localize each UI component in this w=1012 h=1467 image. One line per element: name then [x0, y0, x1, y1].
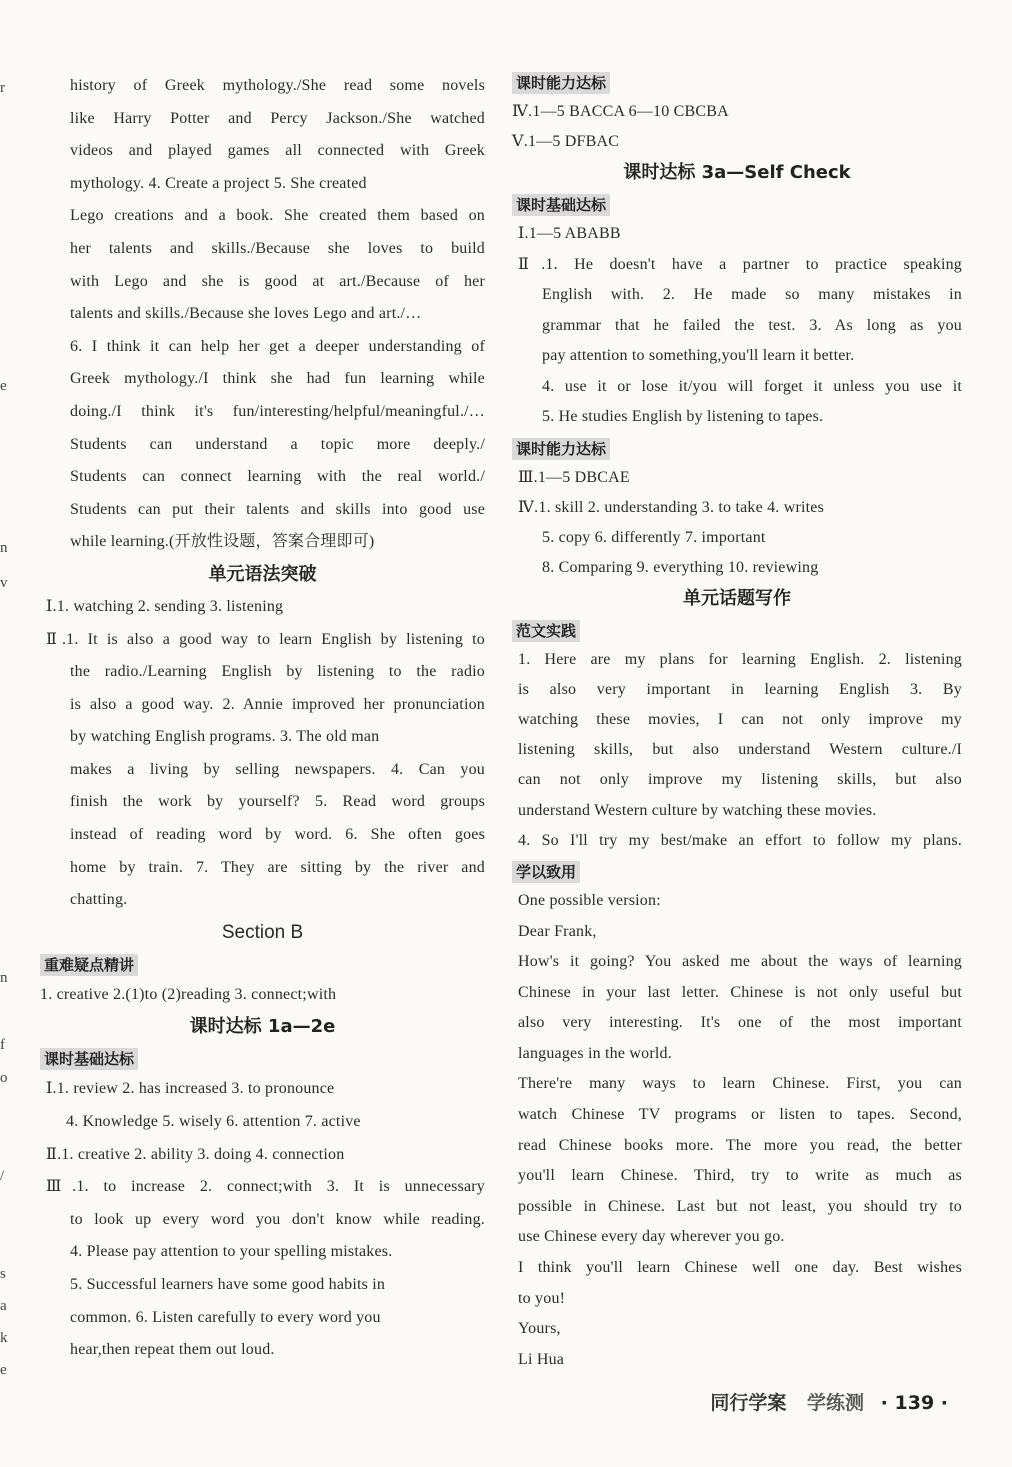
text-line: 1. creative 2.(1)to (2)reading 3. connect;with	[40, 985, 337, 1003]
text-line: home by train. 7. They are sitting by the river and	[70, 858, 485, 876]
letter-line: There're many ways to learn Chinese. First, you can	[518, 1075, 962, 1093]
answer-block-continued	[40, 70, 485, 559]
text-line: the radio./Learning English by listening to the radio	[70, 663, 485, 681]
page-number: · 139 ·	[880, 1392, 948, 1414]
text-line: Greek mythology./I think she had fun learning while	[70, 370, 485, 388]
text-line: 1. Here are my plans for learning English. 2. listening	[518, 650, 962, 668]
text-line: talents and skills./Because she loves Lego and art./…	[70, 305, 422, 323]
letter-line: watch Chinese TV programs or listen to tapes. Second,	[518, 1106, 962, 1124]
text-line: hear,then repeat them out loud.	[70, 1341, 275, 1359]
text-line: chatting.	[70, 891, 128, 909]
text-line: Students can understand a topic more deeply./	[70, 435, 485, 453]
tag-apply: 学以致用	[512, 861, 580, 883]
letter-line: read Chinese books more. The more you read, the better	[518, 1136, 962, 1154]
section-heading-b: Section B	[221, 921, 304, 943]
letter-line: you'll learn Chinese. Third, try to write as much as	[518, 1167, 962, 1185]
text-line: 5. copy 6. differently 7. important	[542, 528, 766, 546]
letter-line: use Chinese every day wherever you go.	[518, 1228, 785, 1246]
letter-line: One possible version:	[518, 891, 661, 909]
text-line: grammar that he failed the test. 3. As long as you	[542, 316, 962, 334]
text-line: understand Western culture by watching these movies.	[518, 801, 877, 819]
letter-line: also very interesting. It's one of the most important	[518, 1014, 962, 1032]
series-name: 学练测	[807, 1392, 865, 1414]
letter-line: to you!	[518, 1289, 566, 1307]
text-line: with Lego and she is good at art./Because of her	[70, 272, 485, 290]
text-line: history of Greek mythology./She read some novels	[70, 77, 485, 94]
letter-line: possible in Chinese. Last but not least, you should try to	[518, 1197, 962, 1215]
edge-char: k	[0, 1330, 8, 1346]
text-line: instead of reading word by word. 6. She often goes	[70, 826, 485, 844]
text-line: can not only improve my listening skills, but also	[518, 771, 962, 789]
left-column	[40, 70, 485, 1367]
lesson-heading-1a-2e: 课时达标 1a—2e	[189, 1016, 336, 1038]
text-line: is also very important in learning English 3. By	[518, 680, 962, 698]
text-line: Lego creations and a book. She created them based on	[70, 207, 485, 225]
right-column	[512, 70, 962, 1375]
text-line: Ⅱ.1. It is also a good way to learn English by listening to	[46, 630, 485, 648]
tag-basic: 课时基础达标	[40, 1048, 138, 1070]
left-edge-cropped-letters	[0, 0, 14, 1467]
text-line: watching these movies, I can not only improve my	[518, 710, 962, 728]
text-line: common. 6. Listen carefully to every word you	[70, 1308, 381, 1326]
text-line: Ⅳ.1—5 BACCA 6—10 CBCBA	[512, 103, 729, 120]
edge-char: f	[0, 1037, 5, 1053]
model-answers	[512, 645, 962, 856]
basic-answers	[40, 1073, 485, 1366]
text-line: like Harry Potter and Percy Jackson./She watched	[70, 109, 485, 127]
tag-ability: 课时能力达标	[512, 438, 610, 460]
text-line: her talents and skills./Because she loves to build	[70, 239, 485, 257]
edge-char: /	[0, 1168, 5, 1184]
text-line: finish the work by yourself? 5. Read word groups	[70, 793, 485, 811]
letter-line: Yours,	[518, 1320, 561, 1338]
letter-line: Chinese in your last letter. Chinese is not only useful but	[518, 983, 962, 1001]
page-footer	[710, 1388, 948, 1415]
letter-line: Li Hua	[518, 1350, 565, 1368]
text-line: Ⅳ.1. skill 2. understanding 3. to take 4. writes	[518, 498, 824, 516]
grammar-answers	[40, 591, 485, 917]
text-line: doing./I think it's fun/interesting/helpful/meaningful./…	[70, 402, 485, 420]
sample-letter	[512, 886, 962, 1376]
letter-line: How's it going? You asked me about the ways of learning	[518, 953, 962, 971]
text-line: 4. Please pay attention to your spelling mistakes.	[70, 1243, 393, 1261]
tag-ability: 课时能力达标	[512, 72, 610, 94]
text-line: by watching English programs. 3. The old man	[70, 728, 380, 746]
lesson-heading-3a-self-check: 课时达标 3a—Self Check	[623, 162, 851, 183]
edge-char: v	[0, 575, 8, 591]
section-heading-grammar: 单元语法突破	[208, 563, 317, 585]
text-line: Students can connect learning with the real world./	[70, 468, 485, 486]
text-line: 4. Knowledge 5. wisely 6. attention 7. active	[66, 1113, 361, 1131]
text-line: Ⅱ.1. creative 2. ability 3. doing 4. connection	[46, 1145, 345, 1163]
text-line: 8. Comparing 9. everything 10. reviewing	[542, 558, 819, 576]
text-line: to look up every word you don't know while reading.	[70, 1210, 485, 1228]
text-line: Ⅲ.1. to increase 2. connect;with 3. It is unnecessary	[46, 1178, 485, 1196]
edge-char: s	[0, 1266, 6, 1282]
text-line: Ⅴ.1—5 DFBAC	[512, 133, 620, 150]
text-line: Ⅱ.1. He doesn't have a partner to practice speaking	[518, 255, 962, 273]
edge-char: e	[0, 1362, 7, 1378]
tag-basic: 课时基础达标	[512, 194, 610, 216]
text-line: 4. So I'll try my best/make an effort to follow my plans.	[518, 831, 962, 849]
letter-line: languages in the world.	[518, 1044, 672, 1062]
edge-char: o	[0, 1070, 8, 1086]
letter-line: I think you'll learn Chinese well one day. Best wishes	[518, 1259, 962, 1277]
section-heading-writing: 单元话题写作	[683, 587, 791, 609]
edge-char: e	[0, 378, 7, 394]
text-line: 4. use it or lose it/you will forget it unless you use it	[542, 377, 962, 395]
edge-char: n	[0, 540, 8, 556]
tag-key-points: 重难疑点精讲	[40, 954, 138, 976]
text-line: is also a good way. 2. Annie improved her pronunciation	[70, 695, 485, 713]
text-line: Ⅰ.1. review 2. has increased 3. to pronounce	[46, 1080, 335, 1098]
text-line: Ⅲ.1—5 DBCAE	[518, 468, 630, 486]
tag-model-practice: 范文实践	[512, 620, 580, 642]
text-line: listening skills, but also understand Western culture./I	[518, 741, 962, 759]
text-line: English with. 2. He made so many mistakes in	[542, 286, 962, 303]
text-line: 5. Successful learners have some good habits in	[70, 1276, 386, 1293]
edge-char: n	[0, 970, 8, 986]
text-line: Ⅰ.1—5 ABABB	[518, 225, 621, 242]
text-line: while learning.(开放性设题，答案合理即可)	[70, 533, 375, 551]
edge-char: r	[0, 80, 5, 96]
brand-name: 同行学案	[710, 1392, 787, 1414]
text-line: mythology. 4. Create a project 5. She created	[70, 174, 367, 192]
text-line: 5. He studies English by listening to tapes.	[542, 408, 824, 425]
letter-line: Dear Frank,	[518, 922, 597, 940]
edge-char: a	[0, 1298, 7, 1314]
text-line: makes a living by selling newspapers. 4. Can you	[70, 760, 485, 778]
text-line: videos and played games all connected with Greek	[70, 142, 485, 160]
text-line: Ⅰ.1. watching 2. sending 3. listening	[46, 597, 284, 615]
text-line: 6. I think it can help her get a deeper understanding of	[70, 337, 485, 355]
text-line: Students can put their talents and skills into good use	[70, 500, 485, 518]
text-line: pay attention to something,you'll learn it better.	[542, 347, 855, 364]
